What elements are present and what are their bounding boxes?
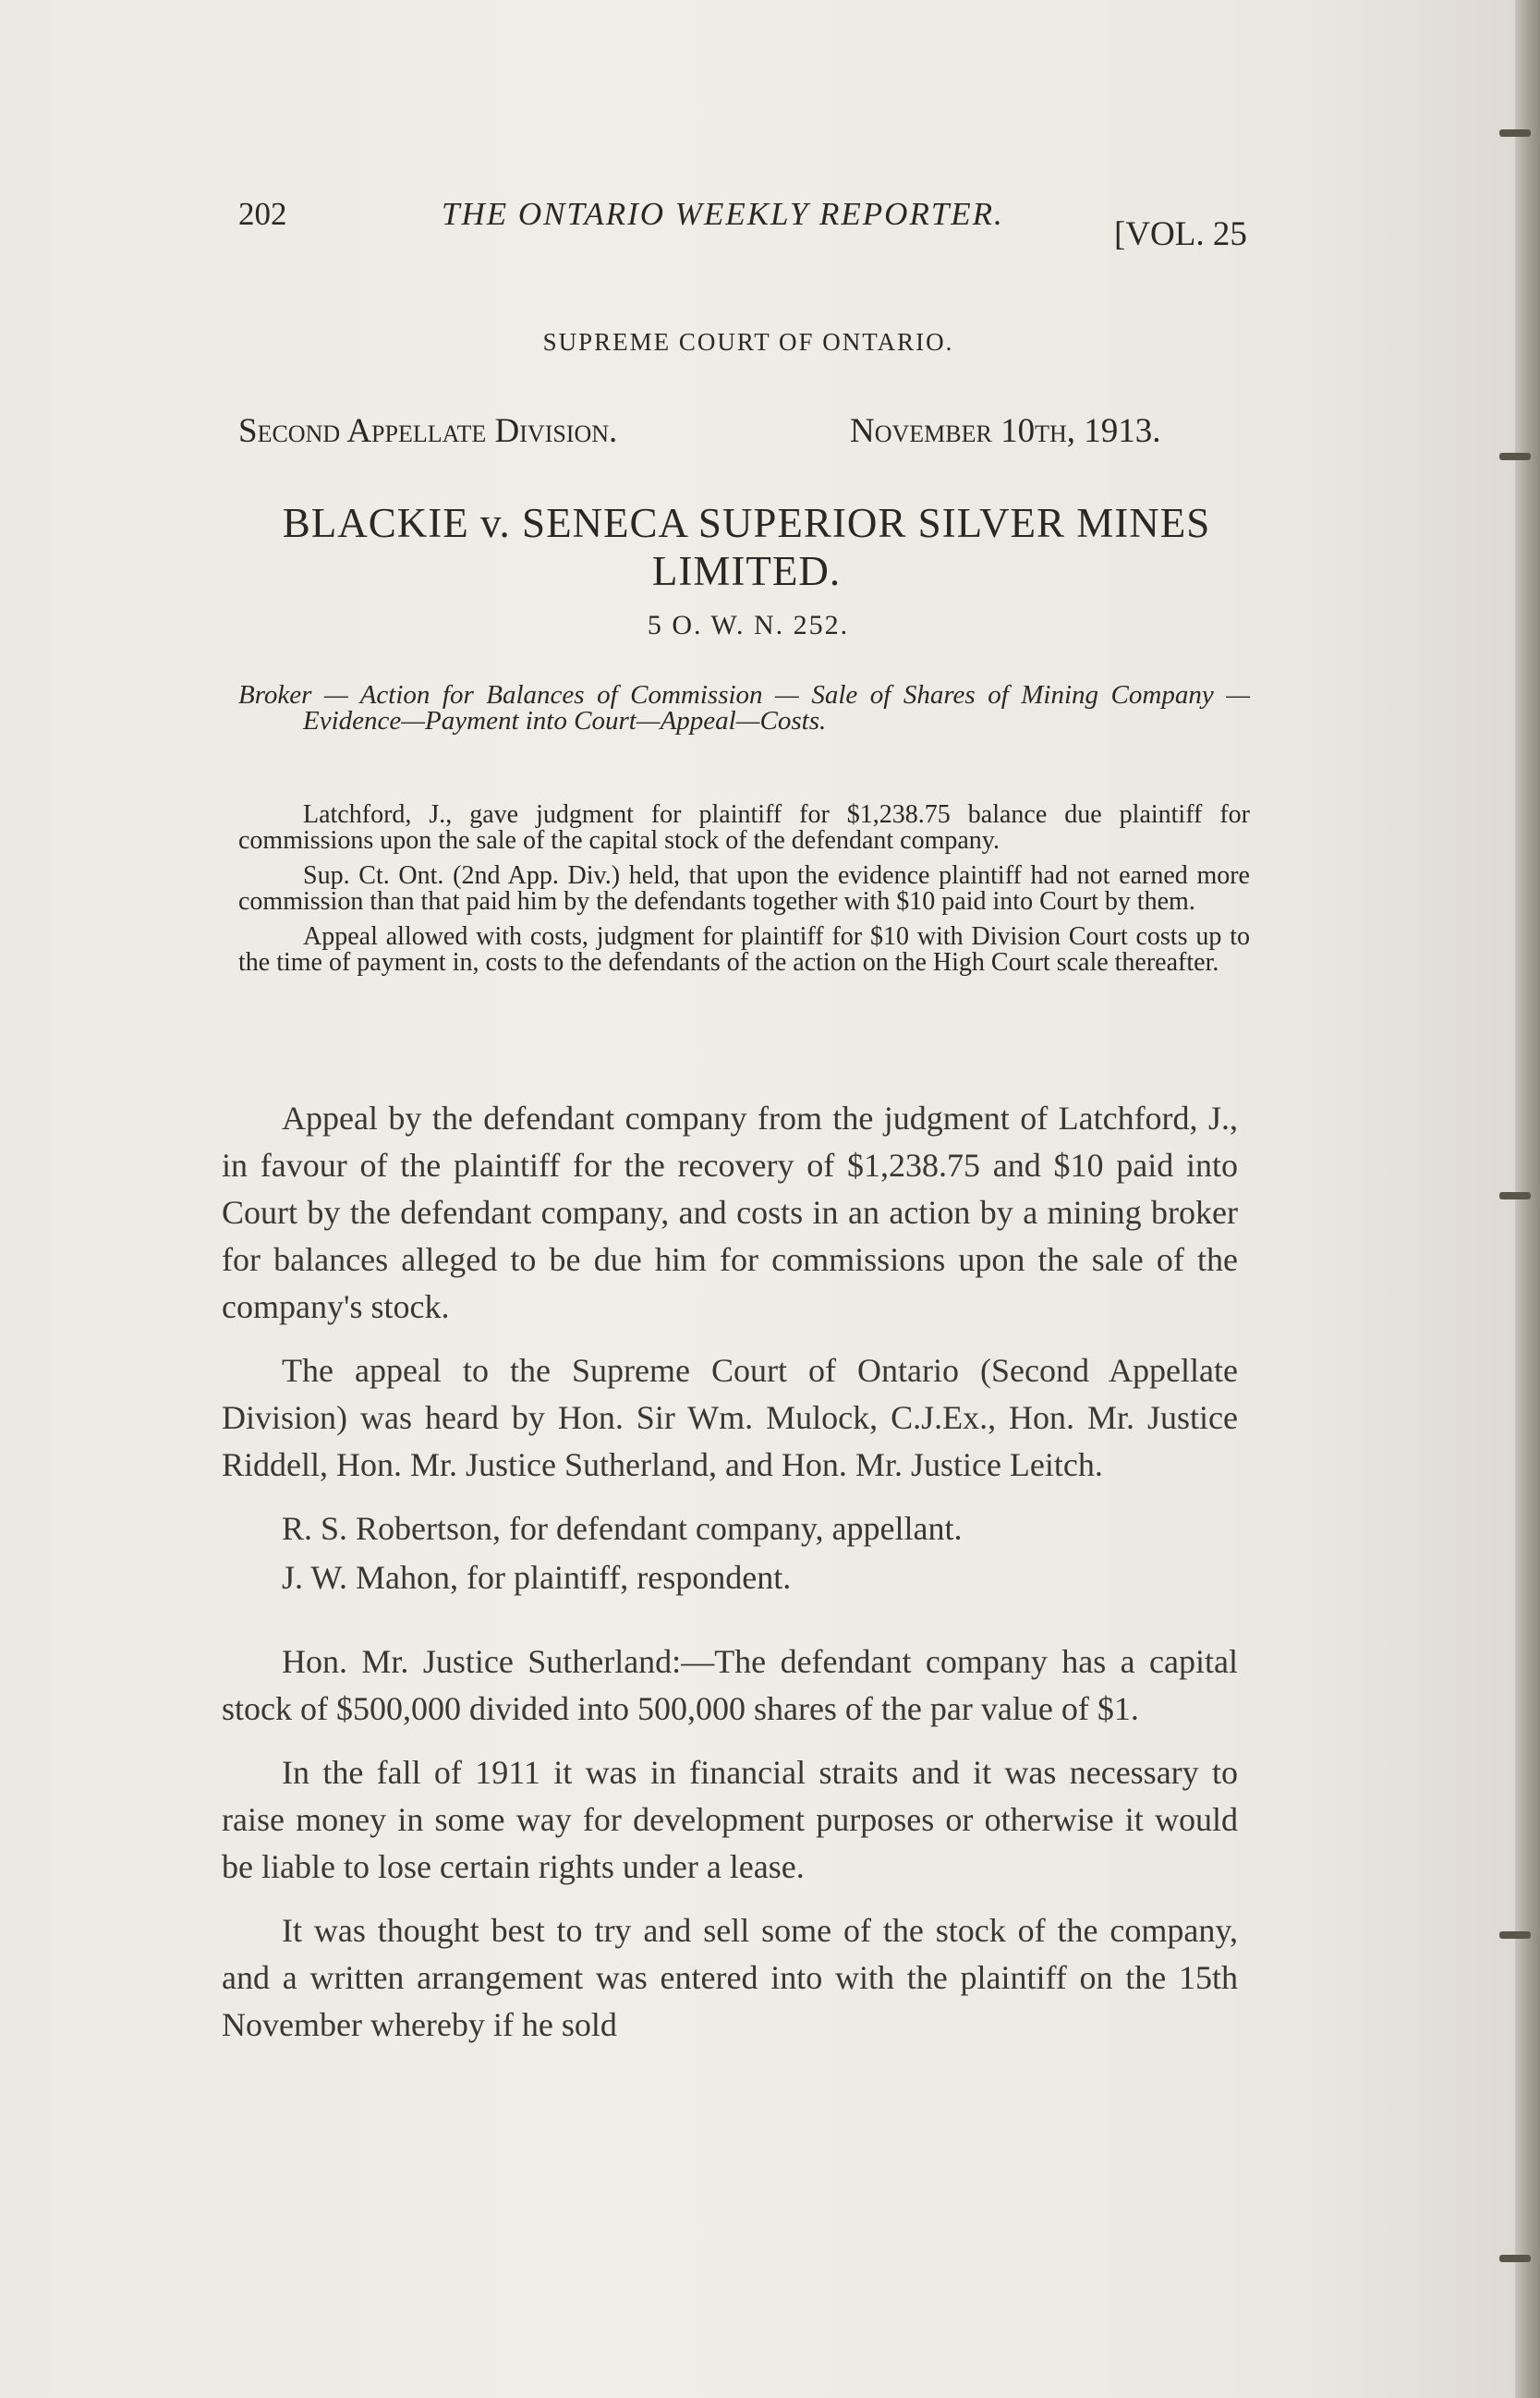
- headnote: Broker — Action for Balances of Commission — Sale of Shares of Mining Company — Evidence—Payment into Court—Appeal—Costs.: [238, 680, 1250, 736]
- binding-stitch: [1499, 1931, 1531, 1939]
- counsel-line: J. W. Mahon, for plaintiff, respondent.: [282, 1559, 792, 1596]
- court-name: SUPREME COURT OF ONTARIO.: [542, 328, 954, 356]
- body-paragraph: It was thought best to try and sell some of the stock of the company, and a written arrangement was entered into with the plaintiff on the 15th November whereby if he sold: [222, 1912, 1238, 2043]
- binding-stitch: [1499, 1192, 1531, 1199]
- body-paragraph: The appeal to the Supreme Court of Ontario (Second Appellate Division) was heard by Hon. Sir Wm. Mulock, C.J.Ex., Hon. Mr. Justice Riddell, Hon. Mr. Justice Sutherland, and Hon. Mr. Justice Leitch.: [222, 1352, 1238, 1483]
- binding-stitch: [1499, 129, 1531, 137]
- volume-label: [VOL. 25: [1114, 215, 1247, 253]
- summary-paragraph: Latchford, J., gave judgment for plaintiff for $1,238.75 balance due plaintiff for commissions upon the sale of the capital stock of the defendant company.: [238, 800, 1250, 855]
- running-title: THE ONTARIO WEEKLY REPORTER.: [442, 196, 1004, 232]
- decision-date: November 10th, 1913.: [850, 412, 1161, 450]
- division-name: Second Appellate Division.: [238, 412, 618, 450]
- judgment-body: [222, 1095, 1238, 2065]
- body-paragraph: In the fall of 1911 it was in financial straits and it was necessary to raise money in some way for development purposes or otherwise it would be liable to lose certain rights under a lease.: [222, 1754, 1238, 1885]
- case-title: BLACKIE v. SENECA SUPERIOR SILVER MINES LIMITED.: [282, 500, 1211, 594]
- case-citation: 5 O. W. N. 252.: [647, 610, 850, 640]
- summary-paragraph: Sup. Ct. Ont. (2nd App. Div.) held, that upon the evidence plaintiff had not earned more commission than that paid him by the defendants together with $10 paid into Court by them.: [238, 861, 1250, 916]
- page-number: 202: [238, 196, 287, 232]
- case-summary: [238, 802, 1250, 985]
- counsel-line: R. S. Robertson, for defendant company, appellant.: [282, 1510, 963, 1547]
- binding-stitch: [1499, 453, 1531, 460]
- binding-stitch: [1499, 2255, 1531, 2262]
- body-paragraph: Hon. Mr. Justice Sutherland:—The defendant company has a capital stock of $500,000 divided into 500,000 shares of the par value of $1.: [222, 1643, 1238, 1727]
- running-header: [238, 196, 1255, 251]
- summary-paragraph: Appeal allowed with costs, judgment for plaintiff for $10 with Division Court costs up to the time of payment in, costs to the defendants of the action on the High Court scale thereafter.: [238, 922, 1250, 977]
- body-paragraph: Appeal by the defendant company from the judgment of Latchford, J., in favour of the plaintiff for the recovery of $1,238.75 and $10 paid into Court by the defendant company, and costs in an action by a mining broker for balances alleged to be due him for commissions upon the sale of the company's stock.: [222, 1100, 1238, 1325]
